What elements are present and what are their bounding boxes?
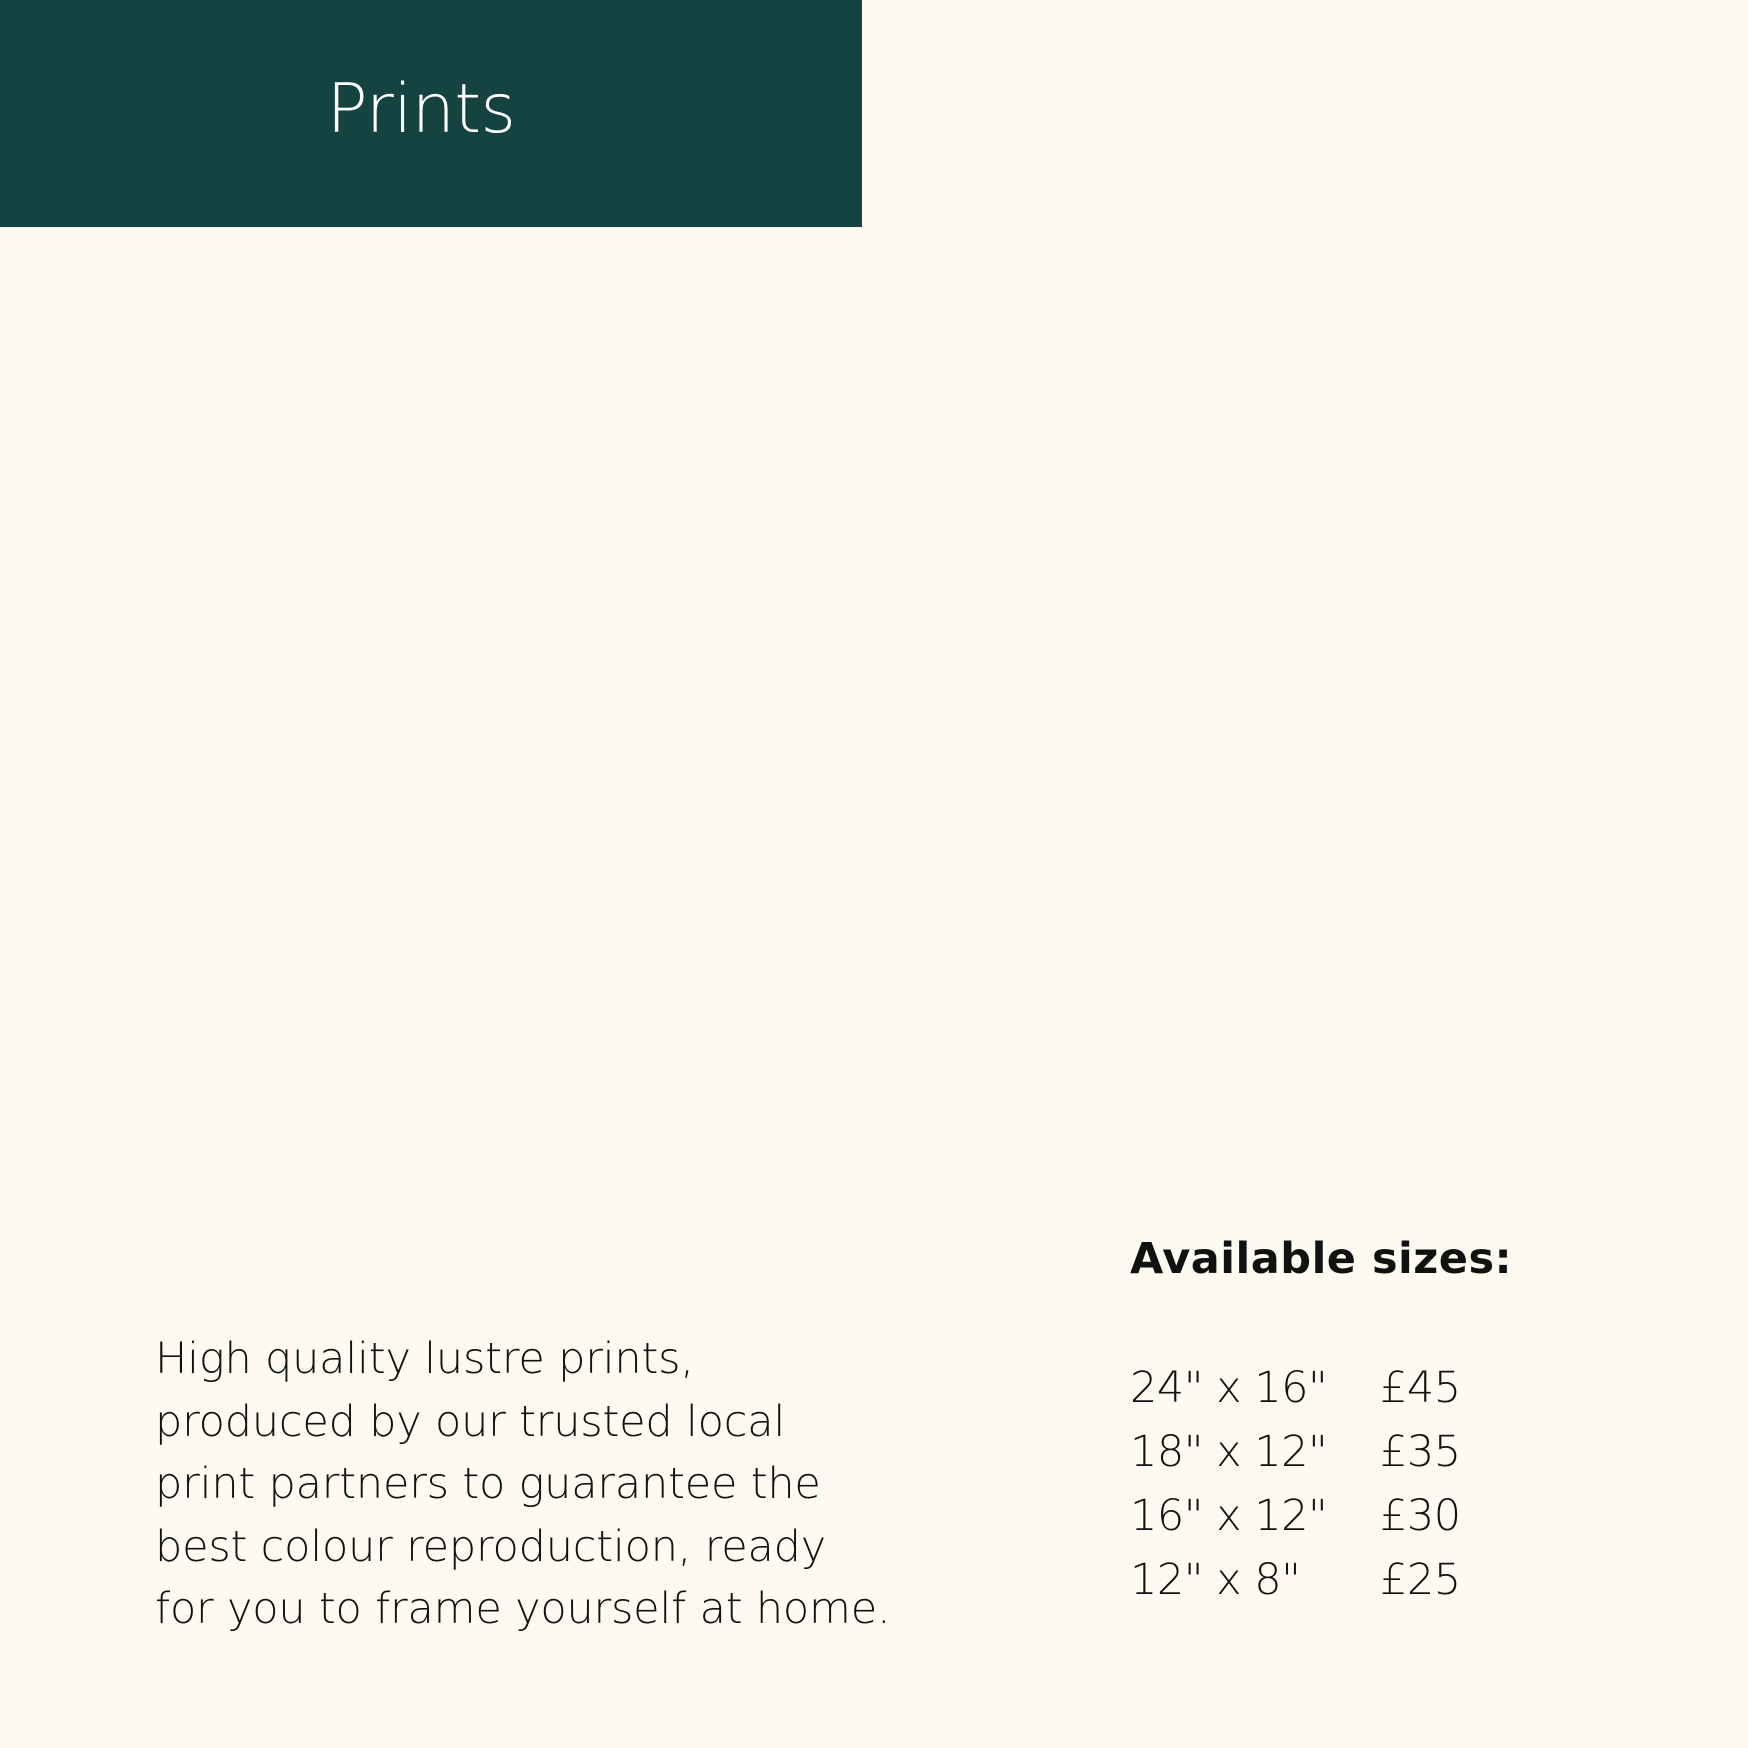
description-line: best colour reproduction, ready [155, 1521, 826, 1572]
header-banner [0, 0, 862, 227]
description-line: print partners to guarantee the [155, 1459, 821, 1509]
sizes-list [1130, 1356, 1550, 1612]
size-label: 16" x 12" [1130, 1491, 1328, 1541]
size-label: 24" x 16" [1130, 1363, 1328, 1413]
description-line: produced by our trusted local [155, 1396, 786, 1447]
size-label: 18" x 12" [1130, 1427, 1328, 1477]
description-line: for you to frame yourself at home. [155, 1584, 891, 1634]
size-price: £30 [1380, 1491, 1461, 1541]
product-description [155, 1328, 955, 1641]
sizes-heading: Available sizes: [1130, 1234, 1513, 1284]
size-row [1130, 1356, 1550, 1420]
size-row [1130, 1420, 1550, 1484]
size-row [1130, 1548, 1550, 1612]
description-line: High quality lustre prints, [155, 1334, 694, 1384]
size-row [1130, 1484, 1550, 1548]
size-label: 12" x 8" [1130, 1555, 1301, 1605]
size-price: £35 [1380, 1427, 1461, 1477]
size-price: £25 [1380, 1555, 1461, 1605]
size-price: £45 [1380, 1363, 1461, 1413]
page-title: Prints [326, 70, 516, 149]
